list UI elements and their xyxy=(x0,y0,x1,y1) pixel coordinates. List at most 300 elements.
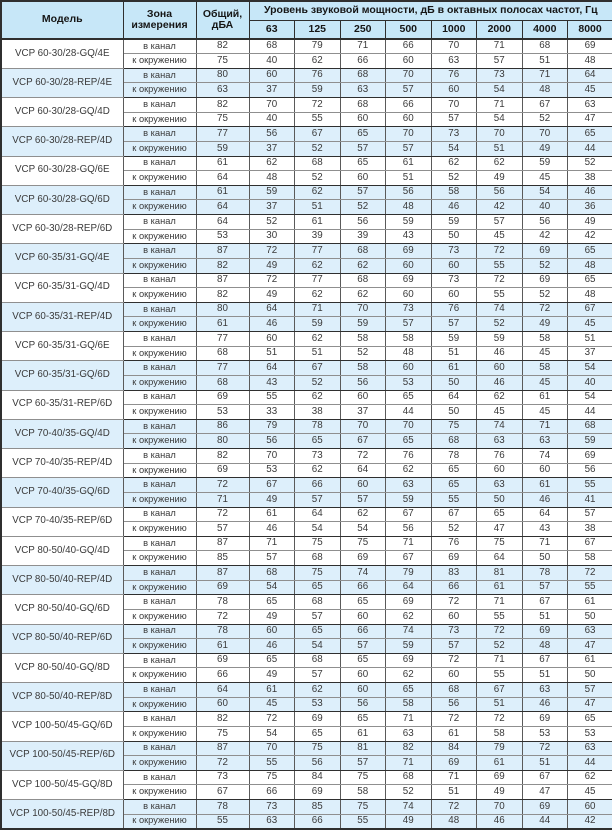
band-cell-250: 56 xyxy=(340,697,386,712)
zone-cell-ambient: к окружению xyxy=(123,463,196,478)
band-cell-63: 37 xyxy=(249,200,295,215)
band-cell-125: 55 xyxy=(295,112,341,127)
zone-cell-duct: в канал xyxy=(123,800,196,815)
band-cell-500: 65 xyxy=(386,683,432,698)
band-cell-2000: 61 xyxy=(477,756,523,771)
band-cell-4000: 48 xyxy=(522,83,568,98)
band-cell-2000: 72 xyxy=(477,244,523,259)
header-freq-2000: 2000 xyxy=(477,20,523,39)
band-cell-500: 71 xyxy=(386,536,432,551)
model-row-duct xyxy=(1,332,612,347)
band-cell-63: 52 xyxy=(249,215,295,230)
band-cell-2000: 49 xyxy=(477,171,523,186)
zone-cell-duct: в канал xyxy=(123,244,196,259)
band-cell-500: 66 xyxy=(386,39,432,54)
band-cell-1000: 46 xyxy=(431,200,477,215)
band-cell-125: 62 xyxy=(295,463,341,478)
band-cell-1000: 71 xyxy=(431,770,477,785)
band-cell-1000: 84 xyxy=(431,741,477,756)
model-row-duct xyxy=(1,712,612,727)
band-cell-8000: 65 xyxy=(568,712,612,727)
band-cell-500: 82 xyxy=(386,741,432,756)
band-cell-125: 75 xyxy=(295,741,341,756)
band-cell-1000: 69 xyxy=(431,551,477,566)
header-freq-8000: 8000 xyxy=(568,20,612,39)
band-cell-1000: 78 xyxy=(431,449,477,464)
model-cell: VCP 100-50/45-GQ/6D xyxy=(1,712,123,741)
model-cell: VCP 60-30/28-REP/4E xyxy=(1,68,123,97)
total-dba-cell: 67 xyxy=(196,785,249,800)
total-dba-cell: 73 xyxy=(196,770,249,785)
band-cell-2000: 54 xyxy=(477,112,523,127)
band-cell-4000: 45 xyxy=(522,171,568,186)
total-dba-cell: 87 xyxy=(196,566,249,581)
band-cell-2000: 62 xyxy=(477,390,523,405)
band-cell-4000: 51 xyxy=(522,668,568,683)
band-cell-500: 69 xyxy=(386,653,432,668)
band-cell-1000: 76 xyxy=(431,536,477,551)
band-cell-1000: 72 xyxy=(431,800,477,815)
total-dba-cell: 68 xyxy=(196,346,249,361)
band-cell-2000: 51 xyxy=(477,697,523,712)
band-cell-125: 65 xyxy=(295,624,341,639)
band-cell-63: 37 xyxy=(249,141,295,156)
zone-cell-ambient: к окружению xyxy=(123,288,196,303)
model-cell: VCP 60-30/28-GQ/4D xyxy=(1,98,123,127)
band-cell-1000: 83 xyxy=(431,566,477,581)
band-cell-2000: 71 xyxy=(477,98,523,113)
band-cell-2000: 55 xyxy=(477,258,523,273)
zone-cell-ambient: к окружению xyxy=(123,668,196,683)
total-dba-cell: 64 xyxy=(196,171,249,186)
band-cell-500: 71 xyxy=(386,756,432,771)
zone-cell-duct: в канал xyxy=(123,332,196,347)
total-dba-cell: 87 xyxy=(196,273,249,288)
model-cell: VCP 60-30/28-GQ/6D xyxy=(1,185,123,214)
band-cell-125: 62 xyxy=(295,390,341,405)
band-cell-500: 59 xyxy=(386,639,432,654)
band-cell-2000: 70 xyxy=(477,127,523,142)
zone-cell-duct: в канал xyxy=(123,185,196,200)
band-cell-500: 73 xyxy=(386,302,432,317)
model-cell: VCP 60-30/28-GQ/4E xyxy=(1,39,123,68)
band-cell-4000: 48 xyxy=(522,639,568,654)
band-cell-4000: 58 xyxy=(522,332,568,347)
band-cell-2000: 63 xyxy=(477,478,523,493)
band-cell-500: 58 xyxy=(386,697,432,712)
band-cell-2000: 56 xyxy=(477,185,523,200)
band-cell-125: 67 xyxy=(295,127,341,142)
band-cell-4000: 69 xyxy=(522,624,568,639)
model-cell: VCP 60-30/28-REP/4D xyxy=(1,127,123,156)
band-cell-8000: 45 xyxy=(568,83,612,98)
band-cell-63: 55 xyxy=(249,756,295,771)
band-cell-500: 56 xyxy=(386,185,432,200)
band-cell-8000: 49 xyxy=(568,215,612,230)
zone-cell-duct: в канал xyxy=(123,478,196,493)
band-cell-125: 68 xyxy=(295,653,341,668)
zone-cell-ambient: к окружению xyxy=(123,492,196,507)
band-cell-1000: 73 xyxy=(431,127,477,142)
model-row-duct xyxy=(1,683,612,698)
model-row-duct xyxy=(1,215,612,230)
band-cell-250: 56 xyxy=(340,375,386,390)
zone-cell-duct: в канал xyxy=(123,302,196,317)
band-cell-63: 56 xyxy=(249,434,295,449)
band-cell-1000: 60 xyxy=(431,83,477,98)
band-cell-500: 65 xyxy=(386,434,432,449)
model-row-duct xyxy=(1,478,612,493)
zone-cell-ambient: к окружению xyxy=(123,405,196,420)
band-cell-2000: 72 xyxy=(477,712,523,727)
total-dba-cell: 87 xyxy=(196,741,249,756)
band-cell-2000: 46 xyxy=(477,346,523,361)
band-cell-250: 57 xyxy=(340,756,386,771)
model-row-duct xyxy=(1,507,612,522)
zone-cell-duct: в канал xyxy=(123,390,196,405)
band-cell-2000: 71 xyxy=(477,653,523,668)
band-cell-63: 71 xyxy=(249,536,295,551)
band-cell-125: 64 xyxy=(295,507,341,522)
zone-cell-duct: в канал xyxy=(123,536,196,551)
band-cell-125: 69 xyxy=(295,712,341,727)
band-cell-63: 55 xyxy=(249,390,295,405)
band-cell-250: 66 xyxy=(340,624,386,639)
band-cell-8000: 40 xyxy=(568,375,612,390)
total-dba-cell: 82 xyxy=(196,98,249,113)
zone-cell-duct: в канал xyxy=(123,683,196,698)
zone-cell-ambient: к окружению xyxy=(123,171,196,186)
band-cell-2000: 74 xyxy=(477,419,523,434)
band-cell-4000: 50 xyxy=(522,551,568,566)
model-cell: VCP 70-40/35-GQ/6D xyxy=(1,478,123,507)
model-row-duct xyxy=(1,361,612,376)
model-cell: VCP 60-35/31-REP/6D xyxy=(1,390,123,419)
band-cell-1000: 52 xyxy=(431,171,477,186)
band-cell-63: 46 xyxy=(249,317,295,332)
band-cell-63: 49 xyxy=(249,492,295,507)
band-cell-250: 65 xyxy=(340,156,386,171)
band-cell-125: 56 xyxy=(295,756,341,771)
band-cell-500: 44 xyxy=(386,405,432,420)
zone-cell-duct: в канал xyxy=(123,68,196,83)
zone-cell-ambient: к окружению xyxy=(123,697,196,712)
zone-cell-ambient: к окружению xyxy=(123,54,196,69)
header-freq-4000: 4000 xyxy=(522,20,568,39)
band-cell-500: 60 xyxy=(386,288,432,303)
band-cell-125: 57 xyxy=(295,609,341,624)
band-cell-63: 61 xyxy=(249,683,295,698)
band-cell-8000: 48 xyxy=(568,54,612,69)
band-cell-250: 60 xyxy=(340,609,386,624)
band-cell-63: 64 xyxy=(249,361,295,376)
band-cell-125: 52 xyxy=(295,375,341,390)
band-cell-4000: 71 xyxy=(522,68,568,83)
total-dba-cell: 69 xyxy=(196,390,249,405)
band-cell-500: 70 xyxy=(386,419,432,434)
model-row-duct xyxy=(1,390,612,405)
model-cell: VCP 70-40/35-REP/4D xyxy=(1,449,123,478)
header-zone: Зона измерения xyxy=(123,1,196,39)
band-cell-4000: 51 xyxy=(522,756,568,771)
band-cell-2000: 52 xyxy=(477,639,523,654)
band-cell-1000: 72 xyxy=(431,653,477,668)
band-cell-250: 54 xyxy=(340,522,386,537)
band-cell-1000: 69 xyxy=(431,756,477,771)
model-cell: VCP 100-50/45-REP/8D xyxy=(1,800,123,830)
band-cell-4000: 45 xyxy=(522,405,568,420)
band-cell-1000: 60 xyxy=(431,288,477,303)
band-cell-250: 60 xyxy=(340,112,386,127)
total-dba-cell: 66 xyxy=(196,668,249,683)
model-row-duct xyxy=(1,39,612,54)
band-cell-250: 58 xyxy=(340,785,386,800)
band-cell-500: 56 xyxy=(386,522,432,537)
band-cell-8000: 61 xyxy=(568,653,612,668)
band-cell-2000: 42 xyxy=(477,200,523,215)
zone-cell-ambient: к окружению xyxy=(123,112,196,127)
band-cell-8000: 46 xyxy=(568,185,612,200)
total-dba-cell: 64 xyxy=(196,215,249,230)
band-cell-8000: 54 xyxy=(568,390,612,405)
model-cell: VCP 80-50/40-REP/4D xyxy=(1,566,123,595)
band-cell-4000: 69 xyxy=(522,273,568,288)
band-cell-63: 60 xyxy=(249,624,295,639)
band-cell-63: 70 xyxy=(249,449,295,464)
zone-cell-duct: в канал xyxy=(123,419,196,434)
header-spl-group: Уровень звуковой мощности, дБ в октавных полосах частот, Гц xyxy=(249,1,612,20)
total-dba-cell: 61 xyxy=(196,156,249,171)
band-cell-63: 72 xyxy=(249,244,295,259)
band-cell-500: 60 xyxy=(386,258,432,273)
band-cell-2000: 61 xyxy=(477,580,523,595)
model-cell: VCP 80-50/40-GQ/6D xyxy=(1,595,123,624)
band-cell-1000: 52 xyxy=(431,522,477,537)
band-cell-63: 51 xyxy=(249,346,295,361)
band-cell-125: 73 xyxy=(295,449,341,464)
band-cell-63: 40 xyxy=(249,112,295,127)
band-cell-125: 62 xyxy=(295,185,341,200)
band-cell-8000: 45 xyxy=(568,317,612,332)
band-cell-4000: 54 xyxy=(522,185,568,200)
band-cell-1000: 68 xyxy=(431,683,477,698)
total-dba-cell: 77 xyxy=(196,332,249,347)
band-cell-500: 69 xyxy=(386,595,432,610)
band-cell-8000: 69 xyxy=(568,39,612,54)
total-dba-cell: 59 xyxy=(196,141,249,156)
band-cell-63: 62 xyxy=(249,156,295,171)
model-row-duct xyxy=(1,449,612,464)
zone-cell-duct: в канал xyxy=(123,449,196,464)
band-cell-63: 64 xyxy=(249,302,295,317)
zone-cell-duct: в канал xyxy=(123,653,196,668)
band-cell-63: 54 xyxy=(249,580,295,595)
band-cell-250: 58 xyxy=(340,361,386,376)
band-cell-2000: 79 xyxy=(477,741,523,756)
band-cell-4000: 59 xyxy=(522,156,568,171)
band-cell-250: 68 xyxy=(340,273,386,288)
band-cell-63: 49 xyxy=(249,668,295,683)
band-cell-4000: 69 xyxy=(522,244,568,259)
band-cell-250: 60 xyxy=(340,478,386,493)
band-cell-2000: 51 xyxy=(477,141,523,156)
band-cell-250: 69 xyxy=(340,551,386,566)
band-cell-2000: 46 xyxy=(477,375,523,390)
band-cell-1000: 66 xyxy=(431,580,477,595)
band-cell-125: 52 xyxy=(295,141,341,156)
band-cell-500: 68 xyxy=(386,770,432,785)
band-cell-250: 75 xyxy=(340,536,386,551)
zone-cell-ambient: к окружению xyxy=(123,639,196,654)
band-cell-250: 65 xyxy=(340,595,386,610)
band-cell-500: 63 xyxy=(386,726,432,741)
band-cell-2000: 45 xyxy=(477,405,523,420)
band-cell-8000: 63 xyxy=(568,741,612,756)
model-cell: VCP 100-50/45-GQ/8D xyxy=(1,770,123,799)
band-cell-8000: 47 xyxy=(568,112,612,127)
band-cell-8000: 36 xyxy=(568,200,612,215)
band-cell-250: 57 xyxy=(340,141,386,156)
band-cell-4000: 53 xyxy=(522,726,568,741)
band-cell-250: 68 xyxy=(340,98,386,113)
band-cell-500: 58 xyxy=(386,332,432,347)
band-cell-1000: 51 xyxy=(431,346,477,361)
header-freq-125: 125 xyxy=(295,20,341,39)
band-cell-250: 75 xyxy=(340,800,386,815)
band-cell-1000: 51 xyxy=(431,785,477,800)
band-cell-4000: 67 xyxy=(522,653,568,668)
band-cell-8000: 42 xyxy=(568,229,612,244)
band-cell-8000: 44 xyxy=(568,756,612,771)
band-cell-500: 59 xyxy=(386,492,432,507)
band-cell-63: 43 xyxy=(249,375,295,390)
band-cell-63: 60 xyxy=(249,68,295,83)
band-cell-4000: 51 xyxy=(522,54,568,69)
band-cell-2000: 52 xyxy=(477,317,523,332)
band-cell-250: 55 xyxy=(340,814,386,829)
total-dba-cell: 82 xyxy=(196,39,249,54)
band-cell-1000: 50 xyxy=(431,229,477,244)
band-cell-1000: 65 xyxy=(431,478,477,493)
band-cell-2000: 67 xyxy=(477,683,523,698)
model-row-duct xyxy=(1,156,612,171)
band-cell-250: 66 xyxy=(340,580,386,595)
band-cell-2000: 69 xyxy=(477,770,523,785)
band-cell-500: 71 xyxy=(386,712,432,727)
band-cell-250: 74 xyxy=(340,566,386,581)
band-cell-4000: 52 xyxy=(522,288,568,303)
band-cell-63: 53 xyxy=(249,463,295,478)
band-cell-1000: 70 xyxy=(431,39,477,54)
band-cell-63: 33 xyxy=(249,405,295,420)
band-cell-125: 62 xyxy=(295,332,341,347)
band-cell-63: 45 xyxy=(249,697,295,712)
band-cell-4000: 44 xyxy=(522,814,568,829)
band-cell-2000: 71 xyxy=(477,39,523,54)
band-cell-500: 57 xyxy=(386,317,432,332)
band-cell-125: 69 xyxy=(295,785,341,800)
zone-cell-ambient: к окружению xyxy=(123,229,196,244)
band-cell-8000: 38 xyxy=(568,522,612,537)
band-cell-125: 68 xyxy=(295,156,341,171)
band-cell-500: 52 xyxy=(386,785,432,800)
zone-cell-ambient: к окружению xyxy=(123,580,196,595)
total-dba-cell: 75 xyxy=(196,112,249,127)
band-cell-2000: 59 xyxy=(477,332,523,347)
band-cell-500: 64 xyxy=(386,580,432,595)
total-dba-cell: 75 xyxy=(196,726,249,741)
total-dba-cell: 72 xyxy=(196,507,249,522)
model-cell: VCP 60-30/28-GQ/6E xyxy=(1,156,123,185)
band-cell-125: 77 xyxy=(295,273,341,288)
band-cell-63: 59 xyxy=(249,185,295,200)
band-cell-500: 70 xyxy=(386,127,432,142)
band-cell-8000: 44 xyxy=(568,405,612,420)
total-dba-cell: 55 xyxy=(196,814,249,829)
band-cell-250: 59 xyxy=(340,317,386,332)
band-cell-63: 56 xyxy=(249,127,295,142)
band-cell-125: 66 xyxy=(295,478,341,493)
band-cell-250: 37 xyxy=(340,405,386,420)
zone-cell-ambient: к окружению xyxy=(123,141,196,156)
band-cell-1000: 59 xyxy=(431,332,477,347)
band-cell-63: 49 xyxy=(249,609,295,624)
total-dba-cell: 82 xyxy=(196,449,249,464)
band-cell-500: 51 xyxy=(386,171,432,186)
model-row-duct xyxy=(1,244,612,259)
total-dba-cell: 61 xyxy=(196,317,249,332)
model-row-duct xyxy=(1,566,612,581)
band-cell-1000: 60 xyxy=(431,609,477,624)
band-cell-250: 70 xyxy=(340,419,386,434)
model-cell: VCP 60-35/31-GQ/6D xyxy=(1,361,123,390)
band-cell-8000: 68 xyxy=(568,419,612,434)
zone-cell-ambient: к окружению xyxy=(123,317,196,332)
band-cell-2000: 62 xyxy=(477,156,523,171)
zone-cell-duct: в канал xyxy=(123,770,196,785)
band-cell-8000: 62 xyxy=(568,770,612,785)
band-cell-2000: 75 xyxy=(477,536,523,551)
model-cell: VCP 70-40/35-GQ/4D xyxy=(1,419,123,448)
zone-cell-ambient: к окружению xyxy=(123,726,196,741)
band-cell-250: 65 xyxy=(340,653,386,668)
band-cell-2000: 54 xyxy=(477,83,523,98)
band-cell-125: 53 xyxy=(295,697,341,712)
band-cell-63: 65 xyxy=(249,653,295,668)
band-cell-125: 61 xyxy=(295,215,341,230)
band-cell-63: 57 xyxy=(249,551,295,566)
band-cell-500: 67 xyxy=(386,551,432,566)
band-cell-1000: 63 xyxy=(431,54,477,69)
band-cell-125: 77 xyxy=(295,244,341,259)
band-cell-500: 48 xyxy=(386,200,432,215)
band-cell-1000: 76 xyxy=(431,68,477,83)
band-cell-250: 52 xyxy=(340,346,386,361)
band-cell-250: 62 xyxy=(340,258,386,273)
zone-cell-duct: в канал xyxy=(123,507,196,522)
band-cell-8000: 37 xyxy=(568,346,612,361)
band-cell-1000: 72 xyxy=(431,595,477,610)
band-cell-8000: 58 xyxy=(568,551,612,566)
zone-cell-ambient: к окружению xyxy=(123,83,196,98)
band-cell-125: 65 xyxy=(295,580,341,595)
band-cell-2000: 55 xyxy=(477,609,523,624)
band-cell-500: 76 xyxy=(386,449,432,464)
model-cell: VCP 80-50/40-REP/6D xyxy=(1,624,123,653)
header-freq-1000: 1000 xyxy=(431,20,477,39)
band-cell-8000: 57 xyxy=(568,507,612,522)
band-cell-63: 60 xyxy=(249,332,295,347)
